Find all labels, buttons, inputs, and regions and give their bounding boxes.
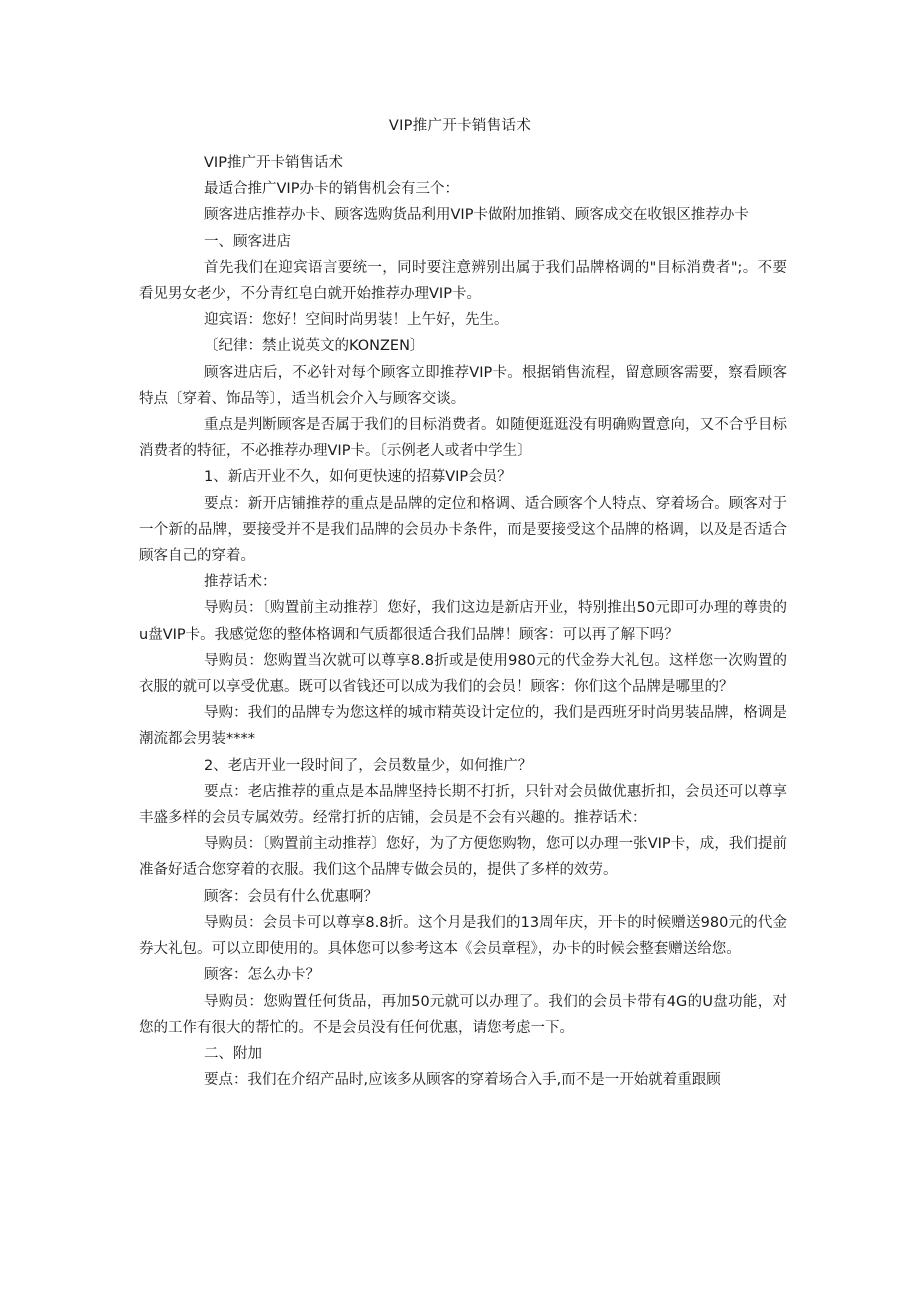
paragraph: 导购员：会员卡可以尊享8.8折。这个月是我们的13周年庆，开卡的时候赠送980元的代金券大礼包。可以立即使用的。具体您可以参考这本《会员章程》，办卡的时候会整套赠送给您。 [139, 914, 787, 958]
document-body [139, 150, 787, 1093]
paragraph: 顾客进店推荐办卡、顾客选购货品利用VIP卡做附加推销、顾客成交在收银区推荐办卡 [204, 207, 749, 224]
paragraph: 导购员：〔购置前主动推荐〕您好，为了方便您购物，您可以办理一张VIP卡，成，我们提前准备好适合您穿着的衣服。我们这个品牌专做会员的，提供了多样的效劳。 [139, 836, 787, 879]
paragraph: 导购员：您购置当次就可以尊享8.8折或是使用980元的代金券大礼包。这样您一次购置的衣服的就可以享受优惠。既可以省钱还可以成为我们的会员！顾客：你们这个品牌是哪里的？ [139, 652, 787, 696]
subsection-heading: 2、老店开业一段时间了，会员数量少，如何推广？ [204, 757, 533, 774]
paragraph: VIP推广开卡销售话术 [204, 155, 343, 171]
paragraph: 要点：新开店铺推荐的重点是品牌的定位和格调、适合顾客个人特点、穿着场合。顾客对于一个新的品牌，要接受并不是我们品牌的会员办卡条件，而是要接受这个品牌的格调，以及是否适合顾客自己的穿着。 [139, 495, 787, 565]
paragraph: 〔纪律：禁止说英文的KONZEN〕 [204, 338, 425, 355]
document-title: VIP推广开卡销售话术 [388, 118, 532, 134]
paragraph: 导购员：〔购置前主动推荐〕您好，我们这边是新店开业，特别推出50元即可办理的尊贵的u盘VIP卡。我感觉您的整体格调和气质都很适合我们品牌！顾客：可以再了解下吗？ [139, 600, 787, 643]
paragraph: 导购：我们的品牌专为您这样的城市精英设计定位的，我们是西班牙时尚男装品牌，格调是潮流都会男装**** [139, 705, 787, 748]
section-heading: 二、附加 [204, 1045, 262, 1062]
paragraph: 要点：老店推荐的重点是本品牌坚持长期不打折，只针对会员做优惠折扣，会员还可以尊享丰盛多样的会员专属效劳。经常打折的店铺，会员是不会有兴趣的。推荐话术： [139, 783, 787, 827]
paragraph: 重点是判断顾客是否属于我们的目标消费者。如随便逛逛没有明确购置意向，又不合乎目标消费者的特征，不必推荐办理VIP卡。〔示例老人或者中学生〕 [139, 417, 787, 460]
paragraph: 首先我们在迎宾语言要统一，同时要注意辨别出属于我们品牌格调的"目标消费者";。不要看见男女老少，不分青红皂白就开始推荐办理VIP卡。 [139, 259, 787, 303]
subsection-heading: 1、新店开业不久，如何更快速的招募VIP会员？ [204, 469, 512, 486]
paragraph: 要点：我们在介绍产品时,应该多从顾客的穿着场合入手,而不是一开始就着重跟顾 [204, 1072, 721, 1089]
paragraph: 最适合推广VIP办卡的销售机会有三个： [204, 181, 459, 198]
paragraph: 迎宾语：您好！空间时尚男装！上午好，先生。 [204, 312, 509, 329]
paragraph: 顾客进店后，不必针对每个顾客立即推荐VIP卡。根据销售流程，留意顾客需要，察看顾客特点〔穿着、饰品等〕，适当机会介入与顾客交谈。 [139, 364, 787, 407]
paragraph: 顾客：怎么办卡？ [204, 967, 320, 984]
paragraph: 推荐话术： [204, 574, 277, 591]
paragraph: 导购员：您购置任何货品，再加50元就可以办理了。我们的会员卡带有4G的U盘功能，对您的工作有很大的帮忙的。不是会员没有任何优惠，请您考虑一下。 [139, 993, 787, 1036]
section-heading: 一、顾客进店 [204, 233, 291, 250]
paragraph: 顾客：会员有什么优惠啊？ [204, 888, 378, 905]
